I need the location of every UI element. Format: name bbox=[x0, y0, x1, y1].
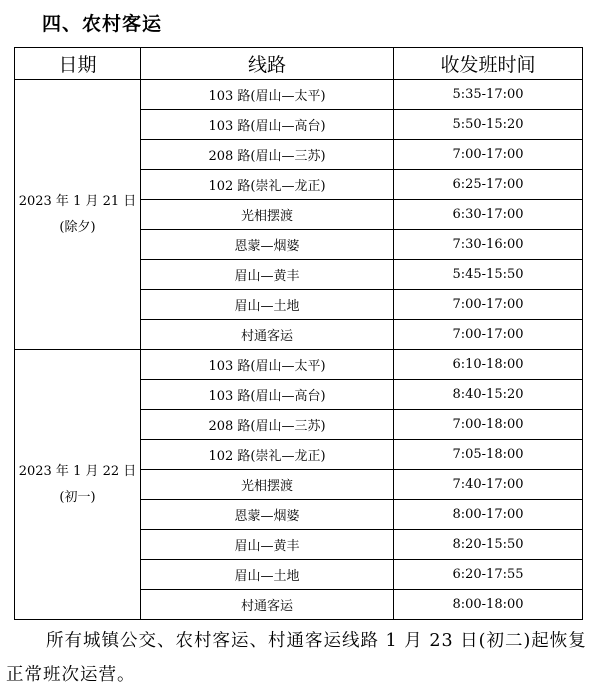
route-cell: 102 路(崇礼—龙正) bbox=[141, 440, 394, 470]
time-cell: 6:20-17:55 bbox=[394, 560, 583, 590]
time-cell: 7:00-17:00 bbox=[394, 290, 583, 320]
header-date: 日期 bbox=[15, 48, 141, 80]
route-cell: 恩蒙—烟婆 bbox=[141, 500, 394, 530]
time-cell: 6:10-18:00 bbox=[394, 350, 583, 380]
time-cell: 6:30-17:00 bbox=[394, 200, 583, 230]
route-cell: 208 路(眉山—三苏) bbox=[141, 140, 394, 170]
header-time: 收发班时间 bbox=[394, 48, 583, 80]
time-cell: 7:00-18:00 bbox=[394, 410, 583, 440]
time-cell: 5:45-15:50 bbox=[394, 260, 583, 290]
time-cell: 8:00-17:00 bbox=[394, 500, 583, 530]
time-cell: 7:30-16:00 bbox=[394, 230, 583, 260]
date-cell bbox=[15, 80, 141, 350]
date-note: (初一) bbox=[59, 489, 96, 505]
route-cell: 眉山—黄丰 bbox=[141, 260, 394, 290]
time-cell: 7:05-18:00 bbox=[394, 440, 583, 470]
route-cell: 102 路(崇礼—龙正) bbox=[141, 170, 394, 200]
route-cell: 光相摆渡 bbox=[141, 470, 394, 500]
time-cell: 6:25-17:00 bbox=[394, 170, 583, 200]
route-cell: 208 路(眉山—三苏) bbox=[141, 410, 394, 440]
route-cell: 眉山—土地 bbox=[141, 560, 394, 590]
route-cell: 103 路(眉山—高台) bbox=[141, 110, 394, 140]
time-cell: 5:50-15:20 bbox=[394, 110, 583, 140]
route-cell: 103 路(眉山—太平) bbox=[141, 350, 394, 380]
route-cell: 村通客运 bbox=[141, 320, 394, 350]
route-cell: 103 路(眉山—高台) bbox=[141, 380, 394, 410]
time-cell: 7:00-17:00 bbox=[394, 320, 583, 350]
time-cell: 7:00-17:00 bbox=[394, 140, 583, 170]
table-row bbox=[15, 80, 583, 110]
date-text: 2023 年 1 月 21 日 bbox=[18, 193, 137, 209]
header-route: 线路 bbox=[141, 48, 394, 80]
table-header-row bbox=[15, 48, 583, 80]
route-cell: 眉山—土地 bbox=[141, 290, 394, 320]
footer-note: 所有城镇公交、农村客运、村通客运线路 1 月 23 日(初二)起恢复正常班次运营。 bbox=[6, 631, 587, 685]
table-row bbox=[15, 350, 583, 380]
time-cell: 8:00-18:00 bbox=[394, 590, 583, 620]
date-cell bbox=[15, 350, 141, 620]
section-title: 四、农村客运 bbox=[42, 13, 163, 35]
time-cell: 8:20-15:50 bbox=[394, 530, 583, 560]
route-cell: 村通客运 bbox=[141, 590, 394, 620]
route-cell: 眉山—黄丰 bbox=[141, 530, 394, 560]
route-cell: 恩蒙—烟婆 bbox=[141, 230, 394, 260]
date-text: 2023 年 1 月 22 日 bbox=[18, 463, 137, 479]
route-cell: 光相摆渡 bbox=[141, 200, 394, 230]
time-cell: 7:40-17:00 bbox=[394, 470, 583, 500]
time-cell: 8:40-15:20 bbox=[394, 380, 583, 410]
route-cell: 103 路(眉山—太平) bbox=[141, 80, 394, 110]
time-cell: 5:35-17:00 bbox=[394, 80, 583, 110]
date-note: (除夕) bbox=[59, 219, 96, 235]
schedule-table bbox=[14, 47, 583, 620]
schedule-body bbox=[15, 80, 583, 620]
